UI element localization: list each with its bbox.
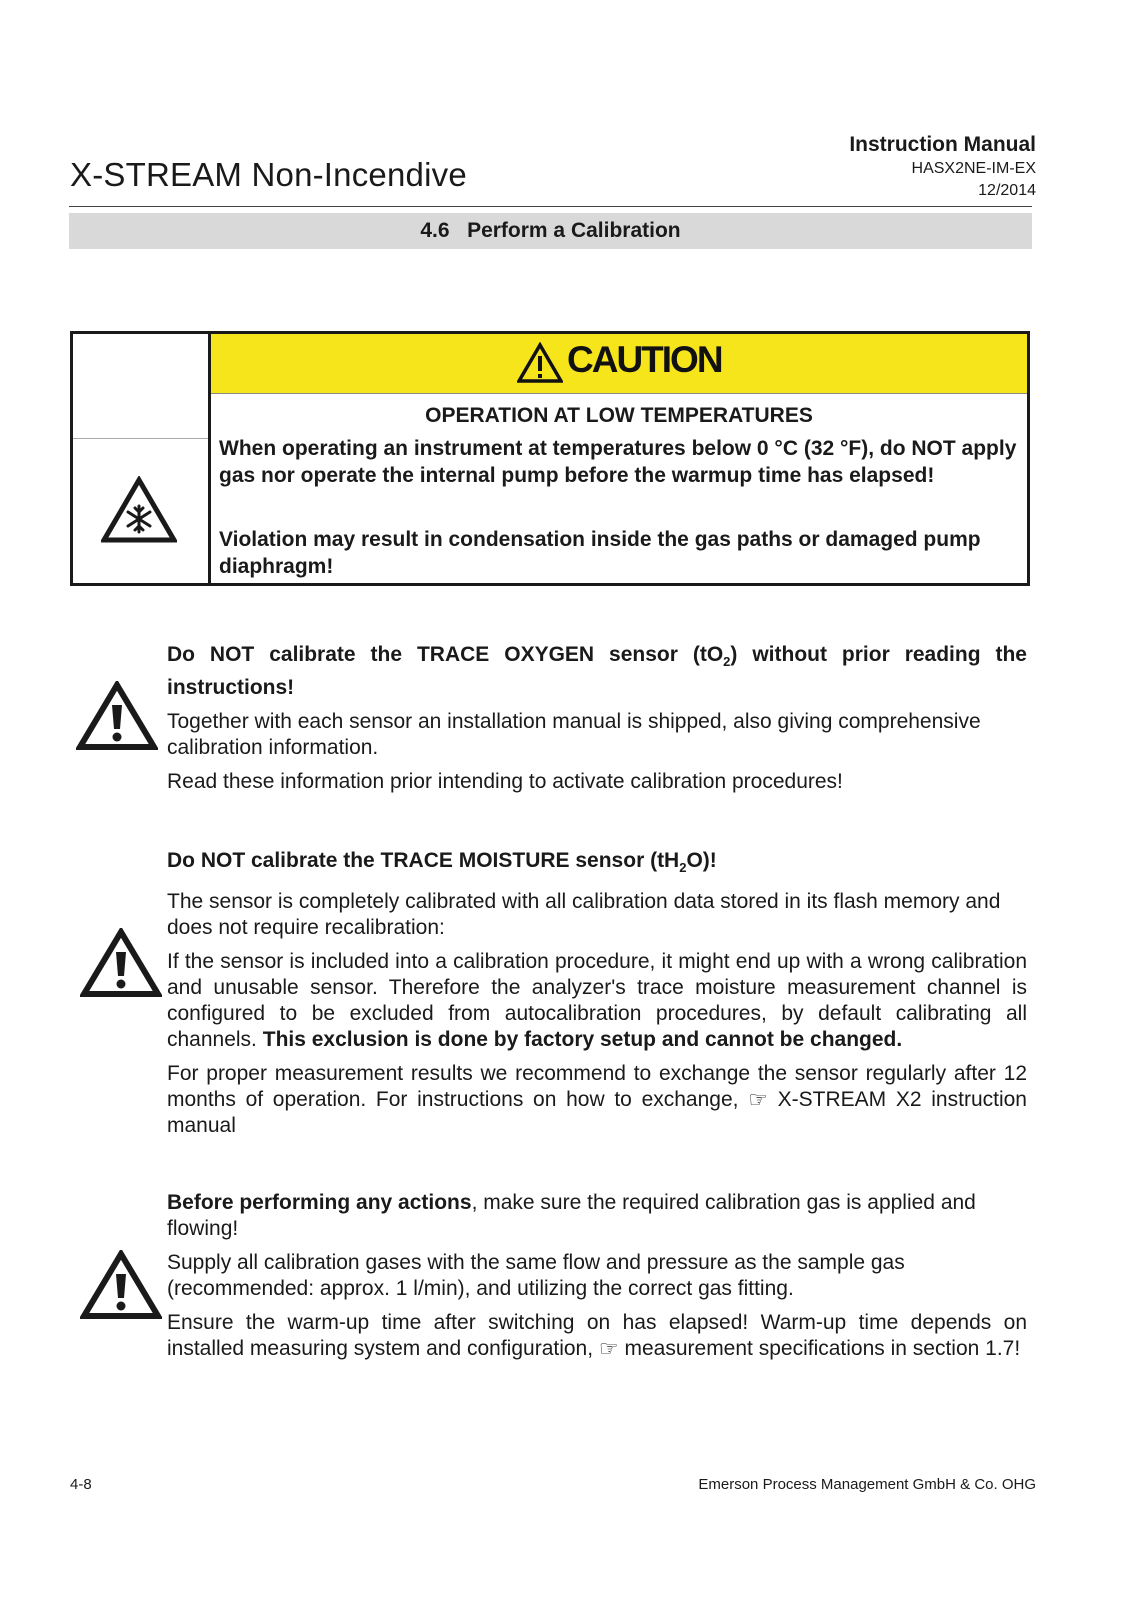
notice-paragraph (167, 1061, 1027, 1139)
document-number: HASX2NE-IM-EX (911, 160, 1036, 177)
paragraph-emphasis: Before performing any actions (167, 1191, 472, 1214)
header-meta (849, 132, 1036, 202)
icon-cell-divider (73, 438, 208, 439)
section-number: 4.6 (420, 219, 450, 242)
company-name: Emerson Process Management GmbH & Co. OHG (698, 1476, 1036, 1493)
caution-label: CAUTION (567, 339, 722, 380)
cross-reference: measurement specifications in section 1.7! (624, 1337, 1021, 1360)
paragraph-text: Ensure the warm-up time after switching on has elapsed! Warm-up time depends on installed measuring system and configuration, (167, 1311, 1027, 1360)
heading-text: ) without prior reading the instructions! (167, 643, 1027, 700)
caution-heading: OPERATION AT LOW TEMPERATURES (425, 404, 813, 427)
document-title: X-STREAM Non-Incendive (70, 156, 467, 193)
heading-text: Do NOT calibrate the TRACE OXYGEN sensor (tO (167, 643, 724, 666)
section-title: Perform a Calibration (467, 219, 681, 242)
notice-paragraph (167, 949, 1027, 1053)
paragraph-emphasis: This exclusion is done by factory setup and cannot be changed. (262, 1028, 903, 1052)
section-heading (69, 213, 1032, 249)
low-temperature-icon (101, 476, 177, 544)
caution-paragraph: Violation may result in condensation inside the gas paths or damaged pump diaphragm! (219, 528, 981, 578)
paragraph-text: For proper measurement results we recommend to exchange the sensor regularly after 12 months of operation. For instructions on how to exchange, (167, 1062, 1027, 1112)
caution-paragraph: When operating an instrument at temperatures below 0 °C (32 °F), do NOT apply gas nor operate the internal pump before the warmup time has elapsed! (219, 437, 1017, 487)
notice-trace-oxygen (167, 642, 1027, 803)
warning-triangle-icon (517, 342, 563, 384)
pointing-hand-icon: ☞ (748, 1087, 768, 1113)
header-rule (69, 206, 1032, 207)
warning-icon (80, 928, 162, 998)
notice-paragraph: Read these information prior intending to activate calibration procedures! (167, 770, 843, 794)
caution-box (70, 331, 1030, 586)
paragraph-text: , make sure the required calibration gas is applied and flowing! (167, 1191, 976, 1240)
document-date: 12/2014 (978, 182, 1036, 199)
notice-paragraph: Together with each sensor an installation manual is shipped, also giving comprehensive calibration information. (167, 710, 981, 760)
caution-icon-cell (73, 334, 211, 583)
warning-icon (80, 1250, 162, 1320)
pointing-hand-icon: ☞ (598, 1336, 619, 1361)
notice-paragraph: The sensor is completely calibrated with all calibration data stored in its flash memory and does not require recalibration: (167, 890, 1001, 940)
subscript: 2 (723, 654, 731, 670)
notice-paragraph (167, 1190, 1027, 1242)
subscript: 2 (679, 860, 687, 876)
notice-heading (167, 642, 1027, 701)
notice-paragraph (167, 1310, 1027, 1362)
notice-heading (167, 848, 1027, 881)
cross-reference: X-STREAM X2 instruction manual (167, 1088, 1027, 1138)
warning-icon (76, 681, 158, 751)
notice-paragraph: Supply all calibration gases with the same flow and pressure as the sample gas (recommended: approx. 1 l/min), and utilizing the correct gas fitting. (167, 1251, 905, 1300)
caution-banner (211, 334, 1027, 394)
page-number: 4-8 (70, 1476, 92, 1493)
heading-text: O)! (686, 849, 717, 872)
manual-label: Instruction Manual (849, 133, 1036, 156)
notice-trace-moisture (167, 848, 1027, 1147)
paragraph-text: If the sensor is included into a calibration procedure, it might end up with a wrong calibration and unusable sensor. Therefore the analyzer's trace moisture measurement channel is configured to be excluded from autocalibration procedures, by default calibrating all channels. (167, 950, 1027, 1052)
heading-text: Do NOT calibrate the TRACE MOISTURE sensor (tH (167, 849, 680, 872)
notice-calibration-gas (167, 1190, 1027, 1370)
